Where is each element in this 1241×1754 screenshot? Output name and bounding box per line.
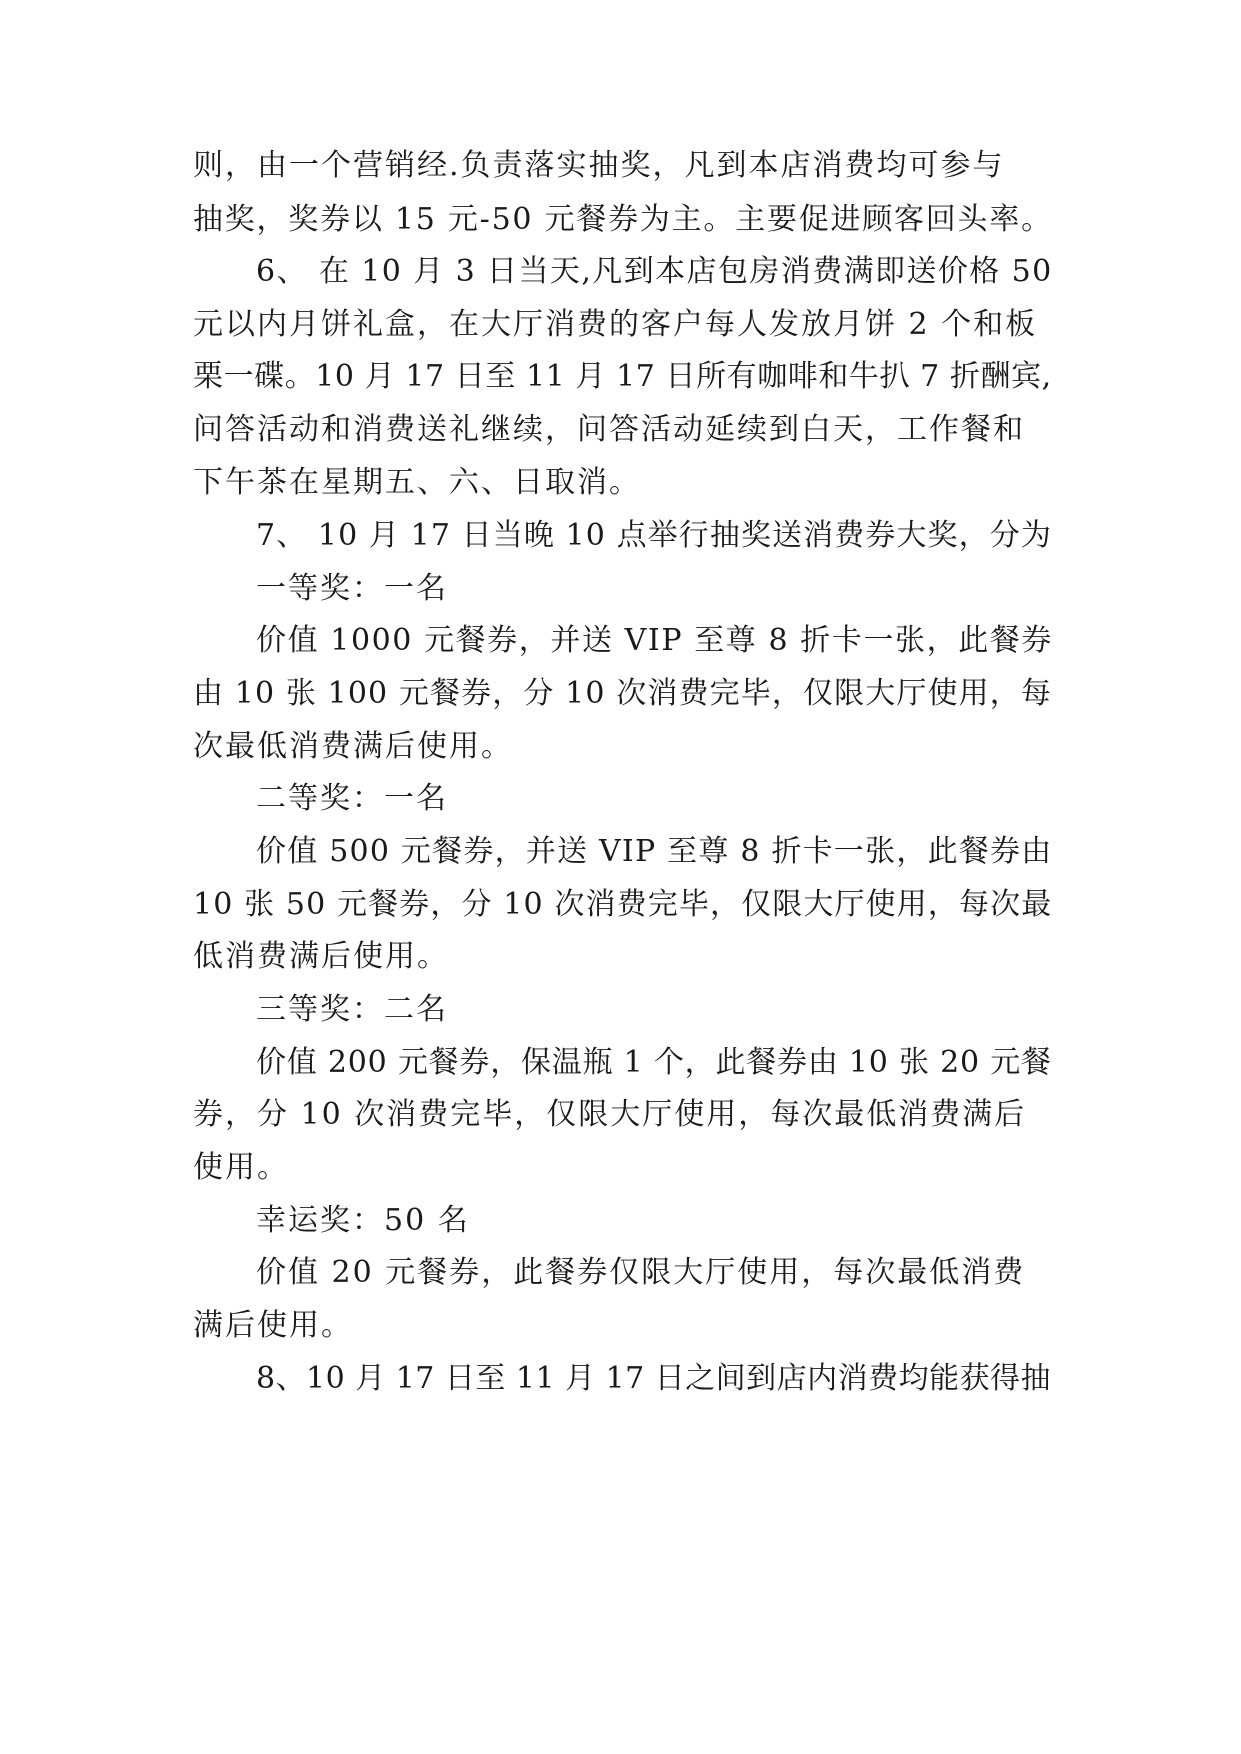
text-line: 使用。 — [193, 1150, 289, 1185]
text-line: 抽奖，奖券以 15 元-50 元餐券为主。主要促进顾客回头率。 — [193, 202, 1053, 237]
text-line: 元以内月饼礼盒，在大厅消费的客户每人发放月饼 2 个和板 — [193, 307, 1038, 342]
text-line: 则，由一个营销经.负责落实抽奖，凡到本店消费均可参与 — [193, 148, 1005, 183]
text-line: 10 张 50 元餐券，分 10 次消费完毕，仅限大厅使用，每次最 — [193, 887, 1053, 922]
text-line: 7、 10 月 17 日当晚 10 点举行抽奖送消费券大奖，分为 — [256, 518, 1052, 553]
text-line: 低消费满后使用。 — [193, 939, 449, 974]
text-line: 幸运奖：50 名 — [256, 1203, 470, 1238]
text-line: 一等奖：一名 — [256, 571, 448, 606]
text-line: 二等奖：一名 — [256, 781, 448, 816]
text-line: 由 10 张 100 元餐券，分 10 次消费完毕，仅限大厅使用，每 — [193, 676, 1052, 711]
text-line: 三等奖：二名 — [256, 992, 448, 1027]
text-line: 价值 1000 元餐券，并送 VIP 至尊 8 折卡一张，此餐券 — [256, 623, 1053, 658]
text-line: 8、10 月 17 日至 11 月 17 日之间到店内消费均能获得抽 — [256, 1361, 1052, 1396]
text-line: 满后使用。 — [193, 1308, 353, 1343]
text-line: 栗一碟。10 月 17 日至 11 月 17 日所有咖啡和牛扒 7 折酬宾, — [193, 359, 1052, 394]
text-line: 券，分 10 次消费完毕，仅限大厅使用，每次最低消费满后 — [193, 1097, 1027, 1132]
text-line: 价值 500 元餐券，并送 VIP 至尊 8 折卡一张，此餐券由 — [256, 834, 1053, 869]
text-line: 下午茶在星期五、六、日取消。 — [193, 465, 641, 500]
text-line: 价值 20 元餐券，此餐券仅限大厅使用，每次最低消费 — [256, 1255, 1026, 1290]
text-line: 问答活动和消费送礼继续，问答活动延续到白天，工作餐和 — [193, 412, 1025, 447]
text-line: 价值 200 元餐券，保温瓶 1 个，此餐券由 10 张 20 元餐 — [256, 1045, 1052, 1080]
text-line: 6、 在 10 月 3 日当天,凡到本店包房消费满即送价格 50 — [256, 254, 1053, 289]
text-line: 次最低消费满后使用。 — [193, 729, 513, 764]
